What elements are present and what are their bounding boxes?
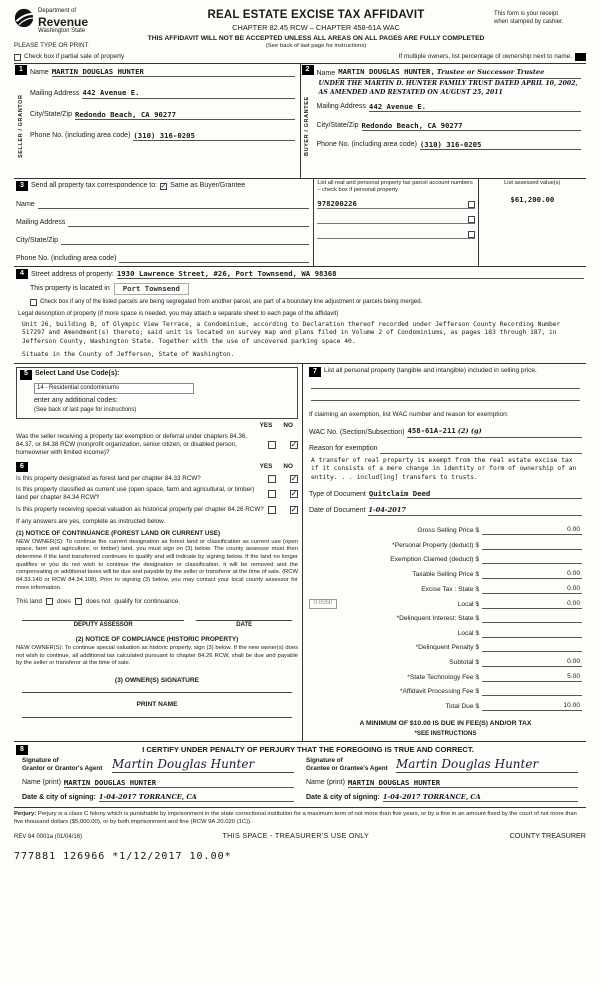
- corner-mark: [575, 53, 586, 61]
- buyer-city-label: City/State/Zip: [316, 122, 359, 130]
- correspondence-block: [14, 179, 314, 266]
- doc-date-value[interactable]: 1-04-2017: [368, 506, 582, 515]
- reason-exemption-input[interactable]: [380, 445, 582, 454]
- continuance-label: qualify for continuance.: [114, 597, 181, 605]
- doc-date-label: Date of Document: [309, 506, 366, 514]
- deputy-date-line[interactable]: DATE: [196, 620, 292, 630]
- s5-see-back-note: (See back of last page for instructions): [34, 407, 137, 414]
- s5-yes-header: YES: [259, 421, 273, 429]
- grantor-date-city[interactable]: 1-04-2017 TORRANCE, CA: [99, 793, 294, 802]
- seller-phone-label: Phone No. (including area code): [30, 132, 131, 140]
- does-not-label: does not: [85, 597, 111, 605]
- this-land-label: This land: [16, 597, 42, 605]
- exemption-intro: If claiming an exemption, list WAC number and reason for exemption:: [309, 410, 509, 418]
- personal-property-input-1[interactable]: [311, 377, 580, 389]
- seller-name-label: Name: [30, 68, 49, 76]
- main-columns: [14, 364, 586, 742]
- s6-q2-yes-checkbox[interactable]: [268, 490, 276, 498]
- segregated-label: Check box if any of the listed parcels are being segregated from another parcel, are part of a boundary line adjustment or parcels being merged.: [40, 298, 423, 305]
- corr-city-input[interactable]: [61, 236, 309, 245]
- form-chapter: CHAPTER 82.45 RCW – CHAPTER 458-61A WAC: [232, 23, 400, 33]
- partial-sale-row: [14, 53, 586, 61]
- corr-address-label: Mailing Address: [16, 218, 66, 226]
- parcel-column: [314, 179, 478, 266]
- notice-compliance-title: (2) NOTICE OF COMPLIANCE (HISTORIC PROPERTY): [75, 636, 239, 644]
- corr-name-label: Name: [16, 200, 35, 208]
- delinquent-interest-local-label: Local $: [457, 629, 479, 637]
- agency-wordmark: [38, 8, 88, 35]
- fee-row-subtotal: [309, 658, 582, 667]
- total-due-value[interactable]: 10.00: [482, 702, 582, 711]
- buyer-grantee-box: [301, 64, 587, 178]
- does-label: does: [56, 597, 71, 605]
- form-header: [14, 8, 586, 50]
- parcel-personal-checkbox-2[interactable]: [468, 216, 475, 223]
- rev-form-code: REV 84 0001a (01/04/16): [14, 833, 83, 840]
- see-back-note: (See back of last page for instructions): [265, 43, 367, 49]
- notice-continuance-title: (1) NOTICE OF CONTINUANCE (FOREST LAND OR CURRENT USE): [16, 529, 221, 537]
- s6-q1-yes-checkbox[interactable]: [268, 475, 276, 483]
- corr-address-input[interactable]: [68, 218, 309, 227]
- seller-city-label: City/State/Zip: [30, 110, 73, 118]
- perjury-text: Perjury is a class C felony which is punishable by imprisonment in the state correctional institution for a maximum term of not more than five years, or by a fine in an amount fixed by the court of not more than five thousand dollars ($5,000.00), or by both imprisonment and fine (RCW 9A.20.020 (1C)).: [14, 811, 577, 826]
- grantee-date-label: Date & city of signing:: [306, 793, 380, 801]
- buyer-trust-line-1: UNDER THE MARTIN D. HUNTER FAMILY TRUST DATED APRIL 10, 2002,: [318, 80, 578, 88]
- affidavit-processing-fee-value[interactable]: [482, 687, 582, 696]
- buyer-city-value[interactable]: Redondo Beach, CA 90277: [362, 121, 581, 131]
- print-name-line[interactable]: [22, 710, 292, 718]
- section-5-badge: 5: [20, 370, 32, 380]
- cashier-note: [494, 8, 586, 50]
- fee-row-excise-tax-local: [309, 599, 582, 609]
- reason-exemption-text: A transfer of real property is exempt from the real estate excise tax if it consists of a mere change in identity or form of ownership of an entity. . . includ[ing] transfers to trusts.: [311, 456, 577, 481]
- s5-no-header: NO: [283, 421, 293, 429]
- grantor-signature: Martin Douglas Hunter: [112, 757, 255, 772]
- parties-section: [14, 63, 586, 179]
- section-7: [303, 364, 586, 741]
- affidavit-processing-fee-label: *Affidavit Processing Fee $: [399, 688, 479, 695]
- buyer-address-value[interactable]: 442 Avenue E.: [369, 102, 581, 112]
- cashier-note-line-2: when stamped by cashier.: [494, 18, 564, 25]
- corr-city-label: City/State/Zip: [16, 236, 59, 244]
- grantor-signature-line[interactable]: [112, 757, 294, 773]
- land-does-not-checkbox[interactable]: [75, 598, 82, 605]
- subtotal-label: Subtotal $: [449, 658, 479, 666]
- fee-row-gross-selling-price: [309, 526, 582, 535]
- fee-row-total-due: [309, 702, 582, 711]
- parcel-personal-checkbox-1[interactable]: [468, 201, 475, 208]
- s5-no-checkbox[interactable]: ✓: [290, 439, 298, 449]
- buyer-phone-label: Phone No. (including area code): [316, 141, 417, 149]
- land-does-checkbox[interactable]: [46, 598, 53, 605]
- section-8: [14, 742, 586, 808]
- section-8-badge: 8: [16, 745, 28, 755]
- s5-yes-no-header: [16, 422, 298, 430]
- s5-exemption-question: Was the seller receiving a property tax exemption or deferral under chapters 84.36, 84.37, or 84.38 RCW (nonprofit organization, senior citizen, or disabled person, homeowner with limited income)?: [16, 432, 248, 456]
- seller-name-value[interactable]: MARTIN DOUGLAS HUNTER: [52, 67, 295, 77]
- revenue-logo-icon: [14, 8, 34, 28]
- if-yes-note: If any answers are yes, complete as instructed below.: [16, 517, 166, 525]
- seller-address-value[interactable]: 442 Avenue E.: [82, 88, 294, 98]
- excise-tax-local-value[interactable]: 0.00: [482, 600, 582, 609]
- section-6-badge: 6: [16, 462, 28, 472]
- agency-name: Revenue: [38, 14, 89, 29]
- partial-sale-label: Check box if partial sale of property: [24, 53, 125, 61]
- parcel-number-value[interactable]: 978200226: [317, 199, 357, 209]
- grantee-date-city[interactable]: 1-04-2017 TORRANCE, CA: [383, 793, 578, 802]
- exemption-claimed-label: Exemption Claimed (deduct) $: [390, 556, 479, 564]
- total-due-label: Total Due $: [445, 702, 479, 710]
- minimum-fee-note: A MINIMUM OF $10.00 IS DUE IN FEE(S) AND/OR TAX: [359, 719, 532, 727]
- corr-phone-input[interactable]: [119, 254, 309, 263]
- state-technology-fee-value[interactable]: 5.00: [482, 673, 582, 682]
- send-correspondence-label: Send all property tax correspondence to:: [31, 182, 158, 189]
- see-instructions-note: *SEE INSTRUCTIONS: [414, 730, 477, 738]
- reason-exemption-label: Reason for exemption: [309, 444, 378, 452]
- gross-selling-price-value[interactable]: 0.00: [482, 526, 582, 535]
- parcel-assessed-block: [314, 179, 586, 266]
- form-title: REAL ESTATE EXCISE TAX AFFIDAVIT: [207, 9, 425, 21]
- assessed-column: [479, 179, 586, 266]
- located-in-label: This property is located in: [30, 284, 110, 292]
- s6-q2-no-checkbox[interactable]: ✓: [290, 489, 298, 499]
- fee-row-delinquent-interest-state: [309, 614, 582, 623]
- parcel-header: List all real and personal property tax parcel account numbers – check box if personal property: [317, 180, 473, 194]
- grantor-signature-block: [16, 757, 300, 802]
- fee-row-taxable-selling-price: [309, 570, 582, 579]
- grantee-name-label: Name (print): [306, 779, 345, 787]
- buyer-phone-value[interactable]: (310) 316-0205: [420, 140, 581, 150]
- left-column: [14, 364, 303, 741]
- buyer-name-value[interactable]: [338, 67, 581, 79]
- seller-side-column: [14, 64, 28, 175]
- grantor-name-label: Name (print): [22, 779, 61, 787]
- s6-question-3: Is this property receiving special valuation as historical property per chapter 84.26 RCW?: [16, 505, 264, 513]
- grantee-signature-line[interactable]: [396, 757, 578, 773]
- notice-compliance-body: NEW OWNER(S): To continue special valuation as historic property, sign (3) below. If the new owner(s) does not wish to continue, all additional tax calculated pursuant to chapter 84.26 RCW, shall be due and payable by the seller or transferor at the time of sale.: [16, 645, 298, 667]
- buyer-address-label: Mailing Address: [316, 102, 366, 110]
- section-5: [16, 367, 298, 419]
- fee-row-personal-property-deduct: [309, 541, 582, 550]
- state-technology-fee-label: *State Technology Fee $: [407, 673, 479, 681]
- deputy-assessor-row: [22, 620, 292, 630]
- footer-row: [14, 831, 586, 842]
- doc-type-value[interactable]: Quitclaim Deed: [369, 489, 582, 499]
- same-as-buyer-label: Same as Buyer/Grantee: [170, 182, 246, 189]
- notice-continuance-body: NEW OWNER(S): To continue the current designation as forest land or classification as current use (open space, farm and agriculture, or timber) land, you must sign on (3) below. The county assessor must then determine if the land transferred continues to qualify and will indicate by signing below. If the land no longer qualifies or you do not wish to continue the designation or classification, it will be removed and the compensating or additional taxes will be due and payable by the seller or transferor at the time of sale. (RCW 84.33.140 or RCW 84.34.108). Prior to signing (3) below, you may contact your local county assessor for more information.: [16, 538, 298, 591]
- s6-q1-no-checkbox[interactable]: ✓: [290, 474, 298, 484]
- fee-row-excise-tax-state: [309, 585, 582, 594]
- print-name-label: PRINT NAME: [136, 701, 178, 709]
- treasurer-space-label: THIS SPACE - TREASURER'S USE ONLY: [222, 830, 370, 840]
- grantor-date-label: Date & city of signing:: [22, 793, 96, 801]
- s6-question-row-1: [16, 475, 298, 483]
- corr-phone-label: Phone No. (including area code): [16, 254, 117, 262]
- deputy-assessor-line[interactable]: DEPUTY ASSESSOR: [22, 620, 184, 630]
- partial-sale-checkbox[interactable]: [14, 54, 21, 61]
- personal-property-deduct-value[interactable]: [482, 541, 582, 550]
- fee-row-state-technology-fee: [309, 673, 582, 682]
- fee-row-exemption-claimed: [309, 555, 582, 564]
- grantor-signature-label: Signature of Grantor or Grantor's Agent: [22, 757, 103, 773]
- wac-label: WAC No. (Section/Subsection): [309, 428, 405, 436]
- delinquent-interest-state-label: *Delinquent Interest: State $: [396, 615, 479, 623]
- located-in-value[interactable]: Port Townsend: [114, 283, 189, 294]
- agency-state: Washington State: [38, 27, 86, 34]
- please-type-label: PLEASE TYPE OR PRINT: [14, 42, 89, 49]
- completion-warning: THIS AFFIDAVIT WILL NOT BE ACCEPTED UNLESS ALL AREAS ON ALL PAGES ARE FULLY COMPLETED: [147, 34, 485, 42]
- grantee-printed-name[interactable]: MARTIN DOUGLAS HUNTER: [348, 778, 578, 788]
- s6-question-row-3: [16, 506, 298, 514]
- land-qualify-row: [16, 598, 298, 606]
- taxable-selling-price-label: Taxable Selling Price $: [412, 570, 479, 578]
- land-use-select[interactable]: [34, 383, 194, 395]
- local-rate-box: 0.0050: [309, 599, 337, 609]
- owner-signature-line[interactable]: [22, 685, 292, 693]
- excise-tax-local-label: Local $: [457, 600, 479, 608]
- section-3-badge: 3: [16, 181, 28, 191]
- excise-tax-state-value[interactable]: 0.00: [482, 585, 582, 594]
- buyer-name-typed: MARTIN DOUGLAS HUNTER,: [338, 67, 435, 77]
- s6-question-1: Is this property designated as forest land per chapter 84.33 RCW?: [16, 475, 201, 483]
- buyer-side-label: BUYER / GRANTEE: [304, 96, 311, 157]
- agency-dept-label: Department of: [38, 8, 77, 14]
- buyer-side-column: [301, 64, 315, 175]
- delinquent-interest-local-value[interactable]: [482, 629, 582, 638]
- fee-table: [309, 521, 582, 711]
- title-block: [144, 8, 488, 50]
- segregated-checkbox[interactable]: [30, 299, 37, 306]
- wac-typed: 458-61A-211: [407, 425, 456, 435]
- situate-text: Situate in the County of Jefferson, State of Washington.: [22, 351, 235, 359]
- s5-yes-checkbox[interactable]: [268, 441, 276, 449]
- s6-q3-yes-checkbox[interactable]: [268, 506, 276, 514]
- section-4: [14, 267, 586, 363]
- street-address-value[interactable]: 1930 Lawrence Street, #26, Port Townsend, WA 98368: [117, 269, 584, 279]
- seller-grantor-box: [14, 64, 301, 178]
- land-use-label: Select Land Use Code(s):: [35, 370, 120, 378]
- street-address-label: Street address of property:: [31, 270, 114, 278]
- owner-signature-label: (3) OWNER(S) SIGNATURE: [114, 677, 200, 685]
- exemption-claimed-value[interactable]: [482, 555, 582, 564]
- doc-type-label: Type of Document: [309, 490, 366, 498]
- parcel-personal-checkbox-3[interactable]: [468, 231, 475, 238]
- delinquent-penalty-label: *Delinquent Penalty $: [415, 644, 479, 652]
- land-use-value: 14 - Residential condominiums: [37, 384, 120, 391]
- grantee-signature-block: [300, 757, 584, 802]
- dor-logo-block: [14, 8, 138, 50]
- same-as-buyer-checkbox[interactable]: ✓: [160, 182, 167, 190]
- delinquent-penalty-value[interactable]: [482, 643, 582, 652]
- personal-property-input-2[interactable]: [311, 389, 580, 401]
- certify-statement: I CERTIFY UNDER PENALTY OF PERJURY THAT THE FOREGOING IS TRUE AND CORRECT.: [142, 745, 474, 755]
- seller-side-label: SELLER / GRANTOR: [17, 94, 24, 159]
- wac-number-value[interactable]: [407, 426, 582, 438]
- fee-row-delinquent-penalty: [309, 643, 582, 652]
- section-1-badge: 1: [15, 65, 27, 75]
- buyer-trust-line-2: AS AMENDED AND RESTATED ON AUGUST 25, 2011: [318, 88, 503, 96]
- legal-description-text: Unit 26, building B, of Olympic View Terrace, a Condominium, according to Declaration thereof recorded under Jefferson County Recording Number 517297 and Amendment(s) thereto; said unit is located on survey map and plans filed in Volume 2 of Condominiums, as pages 183 through 187, in Jefferson County, Washington State. Together with the use of uncovered parking space 40.: [22, 320, 561, 345]
- personal-property-deduct-label: *Personal Property (deduct) $: [392, 541, 479, 549]
- assessed-value[interactable]: $61,200.00: [510, 195, 555, 205]
- seller-address-label: Mailing Address: [30, 89, 80, 97]
- cashier-stamp: 777881 126966 *1/12/2017 10.00*: [14, 851, 232, 863]
- buyer-name-handwritten: Trustee or Successor Trustee: [436, 68, 545, 77]
- seller-phone-value[interactable]: (310) 316-0205: [133, 131, 294, 141]
- s6-q3-no-checkbox[interactable]: ✓: [290, 504, 298, 514]
- s6-yes-header: YES: [259, 463, 273, 471]
- seller-city-value[interactable]: Redondo Beach, CA 90277: [75, 110, 294, 120]
- taxable-selling-price-value[interactable]: 0.00: [482, 570, 582, 579]
- personal-property-label: List all personal property (tangible and intangible) included in selling price.: [324, 366, 537, 374]
- s6-question-row-2: [16, 486, 298, 502]
- multiple-owners-label: If multiple owners, list percentage of ownership next to name.: [398, 53, 572, 61]
- excise-tax-state-label: Excise Tax : State $: [421, 585, 479, 593]
- grantor-printed-name[interactable]: MARTIN DOUGLAS HUNTER: [64, 778, 294, 788]
- section-7-badge: 7: [309, 367, 321, 377]
- s5-exemption-question-row: [16, 433, 298, 458]
- s6-question-2: Is this property classified as current use (open space, farm and agricultural, or timber) land per chapter 84.34 RCW?: [16, 486, 255, 502]
- buyer-name-label: Name: [316, 70, 336, 78]
- cashier-note-line-1: This form is your receipt: [494, 11, 559, 17]
- section-4-badge: 4: [16, 269, 28, 279]
- additional-codes-label: enter any additional codes:: [34, 397, 118, 405]
- fee-row-delinquent-interest-local: [309, 629, 582, 638]
- gross-selling-price-label: Gross Selling Price $: [417, 527, 479, 535]
- perjury-note: [14, 811, 586, 826]
- fee-row-affidavit-processing-fee: [309, 687, 582, 696]
- county-treasurer-label: COUNTY TREASURER: [509, 830, 586, 840]
- section-2-badge: 2: [302, 65, 314, 75]
- s6-no-header: NO: [283, 463, 293, 471]
- assessed-header: List assessed value(s): [504, 180, 561, 187]
- section-6-header: [16, 462, 298, 472]
- grantee-signature: Martin Douglas Hunter: [396, 757, 539, 772]
- subtotal-value[interactable]: 0.00: [482, 658, 582, 667]
- perjury-label: Perjury:: [14, 811, 37, 818]
- legal-description-label: Legal description of property (if more space is needed, you may attach a separate sheet to each page of the affidavit): [18, 310, 339, 318]
- corr-name-input[interactable]: [38, 200, 310, 209]
- section-3: [14, 179, 586, 267]
- wac-handwritten: (2) (g): [457, 426, 482, 435]
- delinquent-interest-state-value[interactable]: [482, 614, 582, 623]
- grantee-signature-label: Signature of Grantee or Grantee's Agent: [306, 757, 388, 773]
